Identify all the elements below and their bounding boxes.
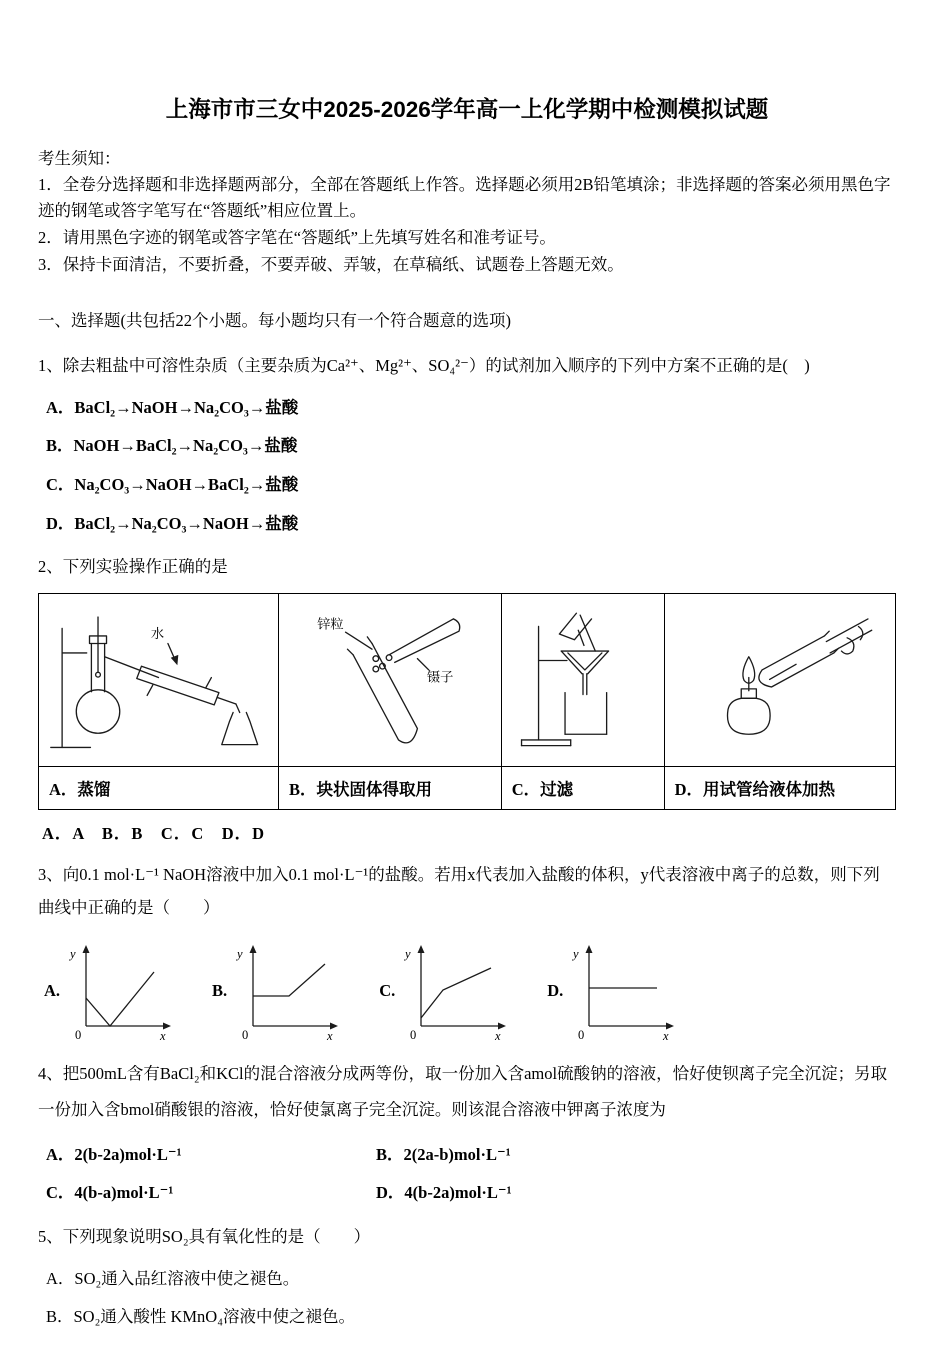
tweezers-label: 镊子 — [426, 668, 454, 684]
question-4-option-b: B．2(2a-b)mol·L⁻¹ — [376, 1144, 511, 1164]
section-heading: 一、选择题(共包括22个小题。每小题均只有一个符合题意的选项) — [38, 311, 511, 331]
q3-graph-b — [212, 940, 345, 1042]
page-title: 上海市市三女中2025-2026学年高一上化学期中检测模拟试题 — [165, 97, 769, 122]
question-2-operations-table — [38, 593, 896, 810]
q3-graph-b-plot — [233, 940, 345, 1042]
heating-test-tube-illustration — [677, 600, 883, 756]
question-4-stem: 4、把500mL含有BaCl₂和KCl的混合溶液分成两等份，取一份加入含amol硫酸钠的溶液，恰好使钡离子完全沉淀；另取一份加入含bmol硝酸银的溶液，恰好使氯离子完全沉淀。则该混合溶液中钾离子浓度为 — [38, 1064, 888, 1120]
notice-item-3: 3．保持卡面清洁，不要折叠，不要弄破、弄皱，在草稿纸、试题卷上答题无效。 — [38, 254, 624, 274]
y-axis-label: y — [70, 947, 76, 962]
question-4-options — [46, 1129, 896, 1206]
question-3-stem: 3、向0.1 mol·L⁻¹ NaOH溶液中加入0.1 mol·L⁻¹的盐酸。若用x代表加入盐酸的体积，y代表溶液中离子的总数，则下列曲线中正确的是（ ） — [38, 865, 880, 918]
notice-item-1: 1．全卷分选择题和非选择题两部分，全部在答题纸上作答。选择题必须用2B铅笔填涂；非选择题的答案必须用黑色字迹的钢笔或答字笔写在“答题纸”相应位置上。 — [38, 174, 891, 221]
question-1-option-d: D．BaCl₂→Na₂CO₃→NaOH→盐酸 — [46, 513, 299, 533]
question-3-graphs — [44, 940, 896, 1042]
q3-graph-d-label: D. — [547, 981, 564, 1001]
zinc-label: 锌粒 — [317, 615, 344, 631]
question-1-option-c: C．Na₂CO₃→NaOH→BaCl₂→盐酸 — [46, 474, 299, 494]
origin-label: 0 — [75, 1028, 82, 1043]
question-5-option-b: B．SO₂通入酸性 KMnO₄溶液中使之褪色。 — [46, 1307, 355, 1327]
water-label: 水 — [151, 625, 165, 641]
table-label-a: A．蒸馏 — [39, 767, 279, 810]
y-axis-label: y — [405, 947, 411, 962]
question-4-option-d: D．4(b-2a)mol·L⁻¹ — [376, 1183, 512, 1203]
heating-illustration-cell — [664, 594, 895, 767]
notice-heading: 考生须知： — [38, 149, 121, 168]
q3-graph-c-label: C. — [379, 981, 396, 1001]
y-axis-label: y — [237, 947, 243, 962]
filtration-illustration-cell — [501, 594, 664, 767]
q3-graph-a — [44, 940, 178, 1042]
question-4-option-a: A．2(b-2a)mol·L⁻¹ — [46, 1144, 182, 1164]
origin-label: 0 — [242, 1028, 249, 1043]
q3-graph-d-plot — [569, 940, 681, 1042]
origin-label: 0 — [578, 1028, 585, 1043]
water-arrow-icon — [171, 654, 179, 664]
notice-item-2: 2．请用黑色字迹的钢笔或答字笔在“答题纸”上先填写姓名和准考证号。 — [38, 228, 556, 247]
table-label-c: C．过滤 — [501, 767, 664, 810]
question-2-answer-options: A．A B．B C．C D．D — [42, 824, 266, 844]
x-axis-label: x — [495, 1029, 501, 1043]
question-4-option-c: C．4(b-a)mol·L⁻¹ — [46, 1183, 174, 1203]
question-2-stem: 2、下列实验操作正确的是 — [38, 557, 228, 577]
q3-graph-a-plot — [66, 940, 178, 1042]
x-axis-label: x — [160, 1029, 166, 1043]
question-1-stem: 1、除去粗盐中可溶性杂质（主要杂质为Ca²⁺、Mg²⁺、SO₄²⁻）的试剂加入顺序的下列中方案不正确的是( ) — [38, 355, 810, 375]
origin-label: 0 — [410, 1028, 417, 1043]
q3-graph-a-label: A. — [44, 981, 61, 1001]
distillation-illustration-cell — [39, 594, 279, 767]
x-axis-label: x — [663, 1029, 669, 1043]
y-axis-label: y — [573, 947, 579, 962]
q3-graph-d — [547, 940, 681, 1042]
q3-graph-b-label: B. — [212, 981, 228, 1001]
table-label-d: D．用试管给液体加热 — [664, 767, 895, 810]
q3-graph-c-plot — [401, 940, 513, 1042]
table-label-b: B．块状固体得取用 — [278, 767, 501, 810]
question-5-stem: 5、下列现象说明SO₂具有氧化性的是（ ） — [38, 1226, 371, 1246]
question-1-option-b: B．NaOH→BaCl₂→Na₂CO₃→盐酸 — [46, 436, 298, 456]
x-axis-label: x — [327, 1029, 333, 1043]
zinc-granule-illustration-cell — [278, 594, 501, 767]
filtration-illustration — [512, 600, 654, 756]
q3-graph-c — [379, 940, 513, 1042]
question-5-option-a: A．SO₂通入品红溶液中使之褪色。 — [46, 1268, 300, 1288]
distillation-illustration — [47, 600, 269, 756]
zinc-granule-illustration — [290, 600, 490, 756]
question-1-option-a: A．BaCl₂→NaOH→Na₂CO₃→盐酸 — [46, 397, 299, 417]
